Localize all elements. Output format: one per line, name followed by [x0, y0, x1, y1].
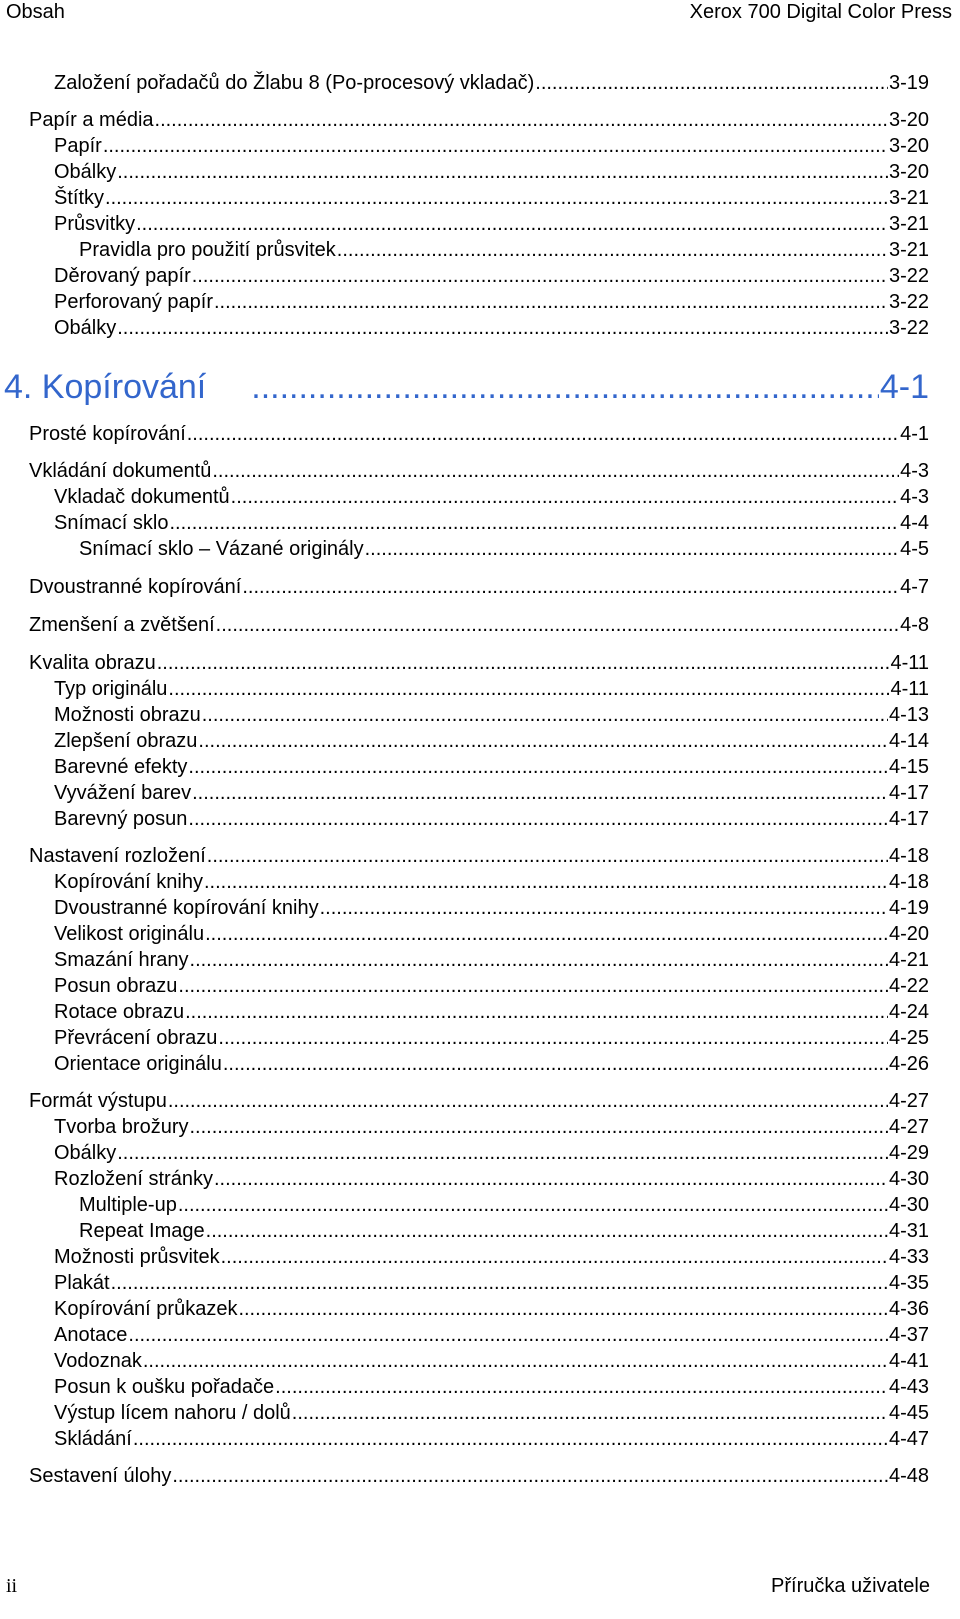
toc-entry-label: Vkladač dokumentů	[54, 486, 230, 508]
toc-entry-page: 4-36	[888, 1298, 929, 1320]
toc-entry-page: 4-3	[900, 486, 929, 508]
toc-entry-page: 4-41	[888, 1350, 929, 1372]
toc-entry-page: 4-20	[888, 923, 929, 945]
toc-entry-page: 4-8	[900, 614, 929, 636]
toc-entry-label: Snímací sklo – Vázané originály	[79, 538, 364, 560]
toc-entry-label: Snímací sklo	[54, 512, 169, 534]
toc-entry-page: 4-30	[888, 1168, 929, 1190]
dot-leader	[205, 922, 888, 946]
toc-entry[interactable]	[54, 186, 929, 210]
toc-entry-label: Smazání hrany	[54, 949, 189, 971]
toc-entry[interactable]	[54, 1349, 929, 1373]
toc-entry[interactable]	[54, 1427, 929, 1451]
toc-entry[interactable]	[54, 974, 929, 998]
toc-entry-label: Průsvitky	[54, 213, 136, 235]
toc-entry[interactable]	[54, 1375, 929, 1399]
toc-entry-page: 4-17	[888, 782, 929, 804]
toc-entry[interactable]	[54, 264, 929, 288]
dot-leader	[214, 290, 888, 314]
dot-leader	[143, 1349, 888, 1373]
page-number: ii	[6, 1575, 18, 1597]
toc-entry[interactable]	[54, 1401, 929, 1425]
toc-entry-label: Obálky	[54, 161, 117, 183]
toc-entry[interactable]	[54, 212, 929, 236]
toc-entry[interactable]	[54, 71, 929, 95]
dot-leader	[218, 1026, 888, 1050]
dot-leader	[117, 1141, 888, 1165]
toc-entry[interactable]	[79, 1193, 929, 1217]
dot-leader	[206, 1219, 888, 1243]
toc-entry[interactable]	[54, 1052, 929, 1076]
toc-entry-label: Vkládání dokumentů	[29, 460, 212, 482]
toc-entry-page: 4-15	[888, 756, 929, 778]
dot-leader	[185, 1000, 888, 1024]
toc-entry[interactable]	[54, 1000, 929, 1024]
toc-entry[interactable]	[54, 134, 929, 158]
toc-entry-page: 4-11	[890, 652, 929, 674]
toc-entry-page: 3-22	[888, 317, 929, 339]
toc-entry-label: Obálky	[54, 317, 117, 339]
toc-entry-page: 4-11	[890, 678, 929, 700]
toc-entry[interactable]	[54, 870, 929, 894]
toc-entry-label: Multiple-up	[79, 1194, 177, 1216]
toc-entry-page: 3-19	[888, 72, 929, 94]
toc-entry-label: Perforovaný papír	[54, 291, 213, 313]
header-section-title: Obsah	[6, 1, 65, 23]
dot-leader	[198, 729, 888, 753]
toc-entry-label: Obálky	[54, 1142, 117, 1164]
toc-entry-label: Prosté kopírování	[29, 423, 186, 445]
toc-entry-label: Děrovaný papír	[54, 265, 191, 287]
toc-entry-label: Barevné efekty	[54, 756, 188, 778]
toc-entry-page: 4-27	[888, 1116, 929, 1138]
toc-entry[interactable]	[54, 160, 929, 184]
toc-entry-page: 4-1	[900, 423, 929, 445]
toc-entry-label: Barevný posun	[54, 808, 188, 830]
dot-leader	[111, 1271, 888, 1295]
toc-entry-label: Zmenšení a zvětšení	[29, 614, 215, 636]
toc-entry-label: Vyvážení barev	[54, 782, 192, 804]
dot-leader	[337, 238, 888, 262]
dot-leader	[192, 264, 888, 288]
toc-entry-page: 4-1	[879, 368, 929, 406]
toc-entry[interactable]	[79, 537, 929, 561]
dot-leader	[117, 160, 888, 184]
toc-entry-label: Typ originálu	[54, 678, 168, 700]
toc-entry-label: Založení pořadačů do Žlabu 8 (Po-procesový vkladač)	[54, 72, 535, 94]
toc-entry-label: Rotace obrazu	[54, 1001, 185, 1023]
toc-entry[interactable]	[54, 485, 929, 509]
dot-leader	[128, 1323, 888, 1347]
toc-entry-label: Převrácení obrazu	[54, 1027, 218, 1049]
toc-entry[interactable]	[29, 651, 929, 675]
toc-entry-page: 3-22	[888, 291, 929, 313]
toc-entry-page: 4-22	[888, 975, 929, 997]
dot-leader	[168, 1089, 888, 1113]
toc-entry-label: Kopírování průkazek	[54, 1298, 238, 1320]
dot-leader	[204, 870, 888, 894]
toc-entry[interactable]	[54, 703, 929, 727]
toc-entry[interactable]	[54, 1167, 929, 1191]
toc-entry-label: Posun obrazu	[54, 975, 178, 997]
toc-entry-label: Zlepšení obrazu	[54, 730, 198, 752]
dot-leader	[192, 781, 888, 805]
toc-entry-label: Papír a média	[29, 109, 154, 131]
dot-leader	[221, 1245, 888, 1269]
toc-entry[interactable]	[29, 575, 929, 599]
toc-entry-label: Kvalita obrazu	[29, 652, 156, 674]
dot-leader	[207, 844, 888, 868]
dot-leader	[190, 948, 888, 972]
toc-entry-label: Papír	[54, 135, 102, 157]
toc-entry-page: 4-29	[888, 1142, 929, 1164]
dot-leader	[216, 613, 899, 637]
toc-entry-page: 4-27	[888, 1090, 929, 1112]
toc-entry-page: 4-21	[888, 949, 929, 971]
toc-entry-page: 4-37	[888, 1324, 929, 1346]
dot-leader	[188, 807, 888, 831]
toc-entry-label: Plakát	[54, 1272, 110, 1294]
dot-leader	[169, 511, 899, 535]
toc-entry[interactable]	[54, 511, 929, 535]
dot-leader	[188, 755, 888, 779]
toc-entry-label: Formát výstupu	[29, 1090, 167, 1112]
toc-entry[interactable]	[54, 1115, 929, 1139]
toc-entry-page: 4-19	[888, 897, 929, 919]
toc-entry-label: Možnosti průsvitek	[54, 1246, 220, 1268]
toc-entry-label: Dvoustranné kopírování knihy	[54, 897, 319, 919]
dot-leader	[117, 316, 888, 340]
toc-entry-label: Výstup lícem nahoru / dolů	[54, 1402, 291, 1424]
toc-entry-page: 4-35	[888, 1272, 929, 1294]
toc-entry-page: 3-21	[888, 187, 929, 209]
dot-leader	[238, 1297, 888, 1321]
toc-entry[interactable]	[54, 1245, 929, 1269]
toc-entry[interactable]	[29, 1089, 929, 1113]
dot-leader	[187, 422, 899, 446]
toc-entry-label: Kopírování knihy	[54, 871, 203, 893]
toc-entry-page: 4-26	[888, 1053, 929, 1075]
dot-leader	[231, 485, 899, 509]
dot-leader	[365, 537, 900, 561]
toc-entry[interactable]	[54, 781, 929, 805]
toc-entry[interactable]	[29, 844, 929, 868]
toc-entry-label: 4. Kopírování	[4, 368, 207, 406]
toc-entry[interactable]	[79, 238, 929, 262]
toc-entry[interactable]	[29, 1464, 929, 1488]
toc-entry[interactable]	[54, 1271, 929, 1295]
toc-entry[interactable]	[54, 1323, 929, 1347]
toc-entry-label: Posun k oušku pořadače	[54, 1376, 275, 1398]
toc-entry-page: 4-13	[888, 704, 929, 726]
toc-entry-page: 4-31	[888, 1220, 929, 1242]
toc-entry-label: Tvorba brožury	[54, 1116, 189, 1138]
toc-entry-label: Skládání	[54, 1428, 132, 1450]
toc-entry-label: Sestavení úlohy	[29, 1465, 172, 1487]
toc-entry-page: 4-24	[888, 1001, 929, 1023]
dot-leader	[535, 71, 888, 95]
dot-leader	[103, 134, 888, 158]
dot-leader	[190, 1115, 888, 1139]
toc-entry-page: 3-20	[888, 109, 929, 131]
header-document-title: Xerox 700 Digital Color Press	[689, 1, 952, 23]
toc-entry[interactable]	[54, 1141, 929, 1165]
toc-entry-page: 3-21	[888, 213, 929, 235]
toc-entry[interactable]	[54, 807, 929, 831]
toc-entry-label: Možnosti obrazu	[54, 704, 201, 726]
toc-entry-label: Repeat Image	[79, 1220, 205, 1242]
toc-entry[interactable]	[54, 755, 929, 779]
dot-leader	[292, 1401, 888, 1425]
toc-entry-page: 4-47	[888, 1428, 929, 1450]
page-footer	[0, 1575, 960, 1619]
toc-entry-page: 4-48	[888, 1465, 929, 1487]
toc-entry[interactable]	[54, 677, 929, 701]
dot-leader	[136, 212, 888, 236]
toc-entry-page: 4-3	[900, 460, 929, 482]
dot-leader	[320, 896, 888, 920]
toc-entry[interactable]	[54, 316, 929, 340]
toc-entry-page: 4-18	[888, 845, 929, 867]
toc-entry-label: Štítky	[54, 187, 105, 209]
toc-entry[interactable]	[54, 948, 929, 972]
toc-entry[interactable]	[54, 922, 929, 946]
toc-entry-page: 4-30	[888, 1194, 929, 1216]
toc-entry-page: 4-18	[888, 871, 929, 893]
toc-chapter-entry[interactable]	[4, 367, 929, 407]
toc-entry-page: 4-17	[888, 808, 929, 830]
dot-leader	[105, 186, 888, 210]
toc-entry-page: 3-21	[888, 239, 929, 261]
toc-entry-page: 3-20	[888, 161, 929, 183]
toc-entry[interactable]	[29, 459, 929, 483]
toc-entry-label: Dvoustranné kopírování	[29, 576, 242, 598]
toc-entry-page: 3-22	[888, 265, 929, 287]
toc-entry-page: 3-20	[888, 135, 929, 157]
toc-entry[interactable]	[79, 1219, 929, 1243]
toc-entry-label: Nastavení rozložení	[29, 845, 206, 867]
toc-entry-label: Orientace originálu	[54, 1053, 222, 1075]
dot-leader	[168, 677, 889, 701]
toc-entry-label: Anotace	[54, 1324, 128, 1346]
toc-entry-page: 4-43	[888, 1376, 929, 1398]
dot-leader	[133, 1427, 888, 1451]
toc-entry-label: Vodoznak	[54, 1350, 142, 1372]
toc-entry[interactable]	[29, 613, 929, 637]
dot-leader	[178, 1193, 888, 1217]
toc-entry-page: 4-7	[900, 576, 929, 598]
toc-entry[interactable]	[54, 290, 929, 314]
dot-leader	[155, 108, 888, 132]
toc-entry-page: 4-45	[888, 1402, 929, 1424]
dot-leader	[212, 459, 899, 483]
dot-leader	[214, 1167, 888, 1191]
toc-entry-label: Pravidla pro použití průsvitek	[79, 239, 336, 261]
dot-leader	[157, 651, 890, 675]
dot-leader	[172, 1464, 888, 1488]
dot-leader	[223, 1052, 888, 1076]
toc-entry-label: Rozložení stránky	[54, 1168, 213, 1190]
toc-entry[interactable]	[54, 896, 929, 920]
dot-leader	[202, 703, 888, 727]
toc-entry-page: 4-25	[888, 1027, 929, 1049]
toc-entry-label: Velikost originálu	[54, 923, 205, 945]
toc-entry-page: 4-33	[888, 1246, 929, 1268]
toc-entry-page: 4-5	[900, 538, 929, 560]
dot-leader	[242, 575, 899, 599]
footer-document-title: Příručka uživatele	[771, 1575, 930, 1597]
toc-entry[interactable]	[29, 422, 929, 446]
toc-entry[interactable]	[54, 1297, 929, 1321]
dot-leader	[275, 1375, 888, 1399]
toc-entry[interactable]	[29, 108, 929, 132]
toc-entry[interactable]	[54, 1026, 929, 1050]
toc-entry-page: 4-4	[900, 512, 929, 534]
dot-leader	[178, 974, 888, 998]
dot-leader	[251, 367, 879, 407]
toc-entry[interactable]	[54, 729, 929, 753]
toc-entry-page: 4-14	[888, 730, 929, 752]
